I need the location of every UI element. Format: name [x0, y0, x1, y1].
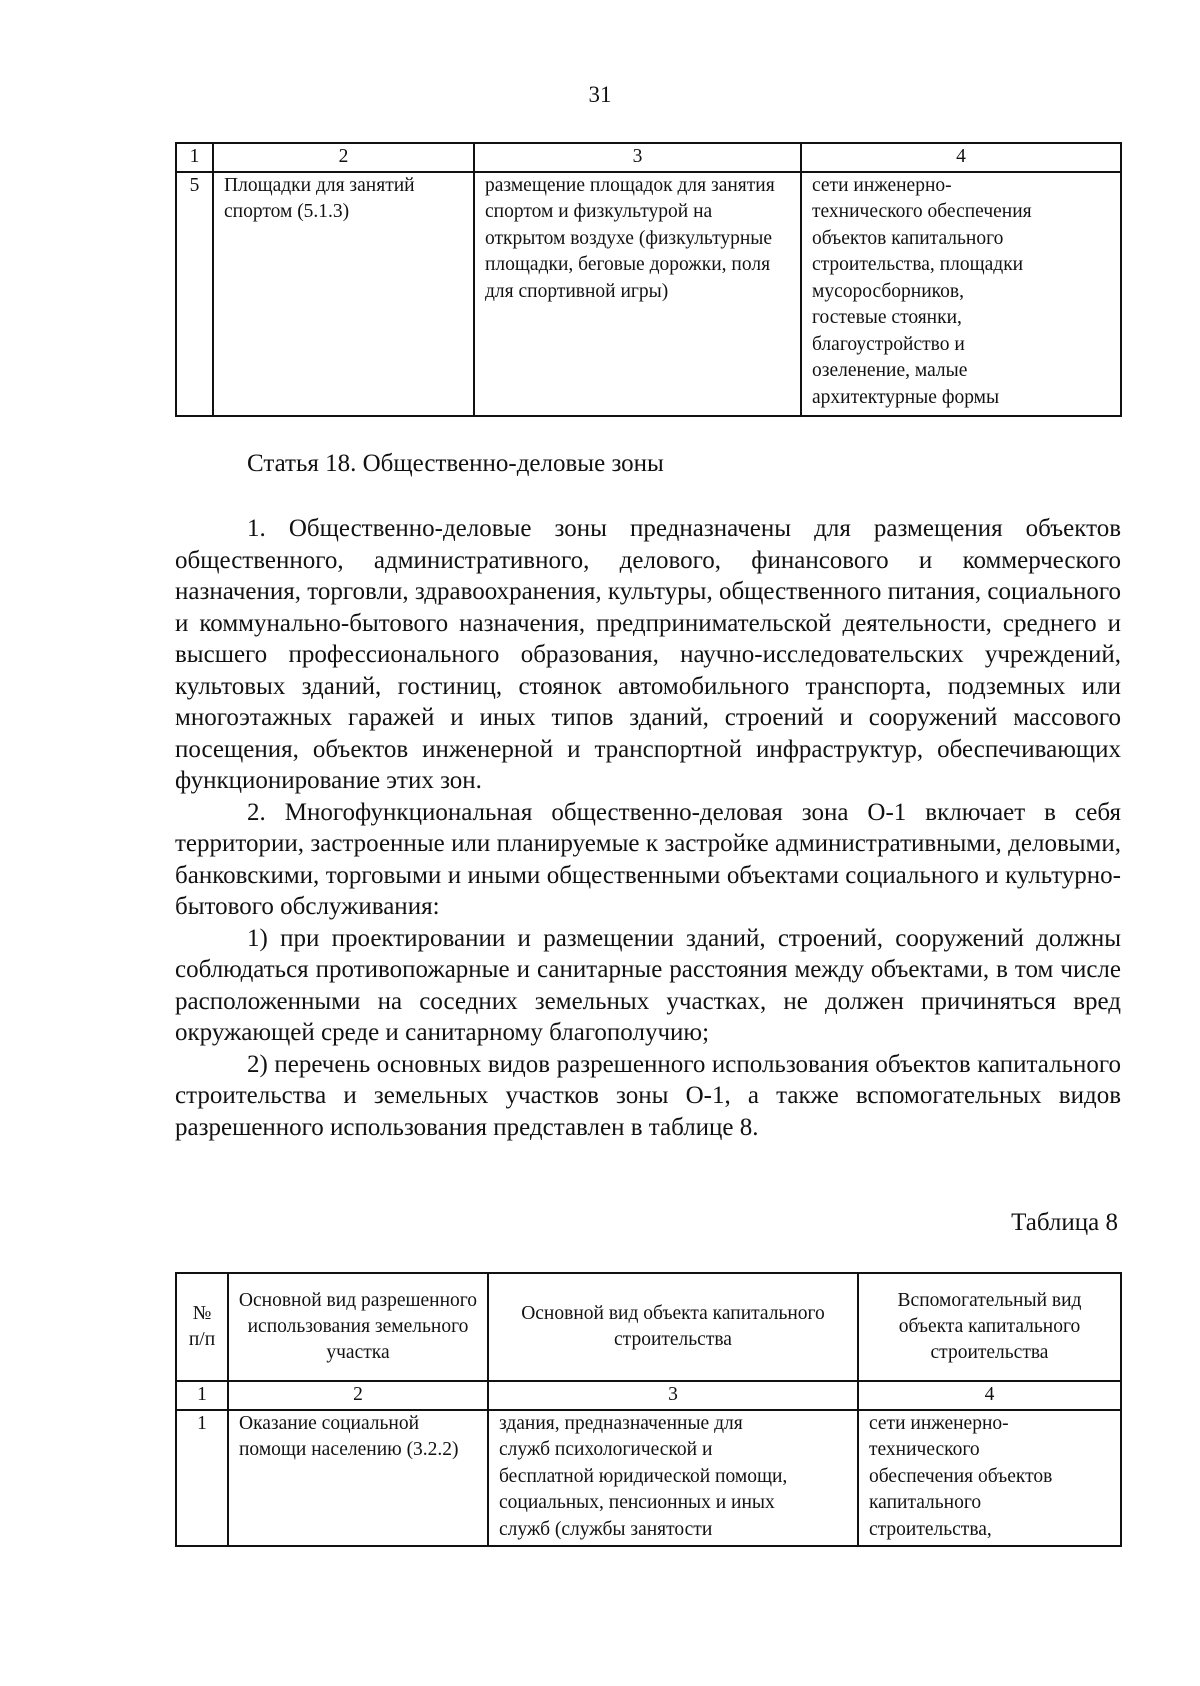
header-land-use: Основной вид разрешенного использования земельного участка	[228, 1273, 488, 1381]
cell-line: технического обеспечения	[812, 201, 1032, 222]
page-number: 31	[588, 82, 612, 107]
column-number-1: 1	[176, 1381, 228, 1410]
row-number: 5	[176, 172, 213, 416]
aux-object-cell	[858, 1410, 1121, 1546]
column-number-4: 4	[801, 143, 1121, 172]
cell-line: архитектурные формы	[812, 386, 1000, 408]
cell-line: объектов капитального	[812, 227, 1004, 249]
land-use-table-continued	[175, 142, 1122, 417]
cell-line: благоустройство и	[812, 333, 965, 355]
article-body	[175, 513, 1121, 1143]
column-number-2: 2	[213, 143, 474, 172]
land-use-cell: Площадки для занятий спортом (5.1.3)	[213, 172, 474, 416]
main-object-cell: размещение площадок для занятия спортом и физкультурой на открытом воздухе (физкультурные площадки, беговые дорожки, поля для спортивной игры)	[474, 172, 801, 416]
cell-line: бесплатной юридической помощи,	[499, 1465, 788, 1487]
column-number-3: 3	[474, 143, 801, 172]
cell-line: строительства,	[869, 1518, 992, 1540]
table-8	[175, 1272, 1122, 1547]
paragraph: 2) перечень основных видов разрешенного использования объектов капитального строительства и земельных участков зоны О-1, а также вспомогательных видов разрешенного использования представлен в таблице 8.	[175, 1050, 1121, 1141]
column-number-3: 3	[488, 1381, 858, 1410]
cell-line: мусоросборников,	[812, 280, 964, 302]
column-number-1: 1	[176, 143, 213, 172]
land-use-cell: Оказание социальной помощи населению (3.2.2)	[228, 1410, 488, 1546]
cell-line: социальных, пенсионных и иных	[499, 1492, 775, 1513]
cell-line: строительства, площадки	[812, 254, 1024, 275]
column-number-2: 2	[228, 1381, 488, 1410]
cell-line: здания, предназначенные для	[499, 1412, 743, 1434]
cell-line: служб (службы занятости	[499, 1518, 713, 1540]
header-number: № п/п	[176, 1273, 228, 1381]
cell-line: обеспечения объектов	[869, 1465, 1053, 1487]
cell-line: гостевые стоянки,	[812, 307, 962, 328]
cell-line: сети инженерно-	[812, 174, 952, 196]
article-heading: Статья 18. Общественно-деловые зоны	[247, 450, 664, 477]
paragraph: 1. Общественно-деловые зоны предназначены для размещения объектов общественного, административного, делового, финансового и коммерческого назначения, торговли, здравоохранения, культуры, общественного питания, социального и коммунально-бытового назначения, предпринимательской деятельности, среднего и высшего профессионального образования, научно-исследовательских учреждений, культовых зданий, гостиниц, стоянок автомобильного транспорта, подземных или многоэтажных гаражей и иных типов зданий, строений и сооружений массового посещения, объектов инженерной и транспортной инфраструктур, обеспечивающих функционирование этих зон.	[175, 515, 1121, 794]
cell-line: озеленение, малые	[812, 360, 968, 381]
cell-line: капитального	[869, 1492, 982, 1513]
table-caption: Таблица 8	[1011, 1209, 1118, 1236]
cell-line: служб психологической и	[499, 1439, 713, 1460]
header-main-object: Основной вид объекта капитального строительства	[488, 1273, 858, 1381]
column-number-4: 4	[858, 1381, 1121, 1410]
main-object-cell	[488, 1410, 858, 1546]
cell-line: сети инженерно-	[869, 1412, 1009, 1434]
cell-line: технического	[869, 1439, 980, 1460]
paragraph: 2. Многофункциональная общественно-деловая зона О-1 включает в себя территории, застроенные или планируемые к застройке административными, деловыми, банковскими, торговыми и иными общественными объектами социального и культурно-бытового обслуживания:	[175, 798, 1121, 920]
header-aux-object: Вспомогательный вид объекта капитального строительства	[858, 1273, 1121, 1381]
paragraph: 1) при проектировании и размещении зданий, строений, сооружений должны соблюдаться противопожарные и санитарные расстояния между объектами, в том числе расположенными на соседних земельных участках, не должен причиняться вред окружающей среде и санитарному благополучию;	[175, 924, 1121, 1046]
aux-object-cell	[801, 172, 1121, 416]
row-number: 1	[176, 1410, 228, 1546]
